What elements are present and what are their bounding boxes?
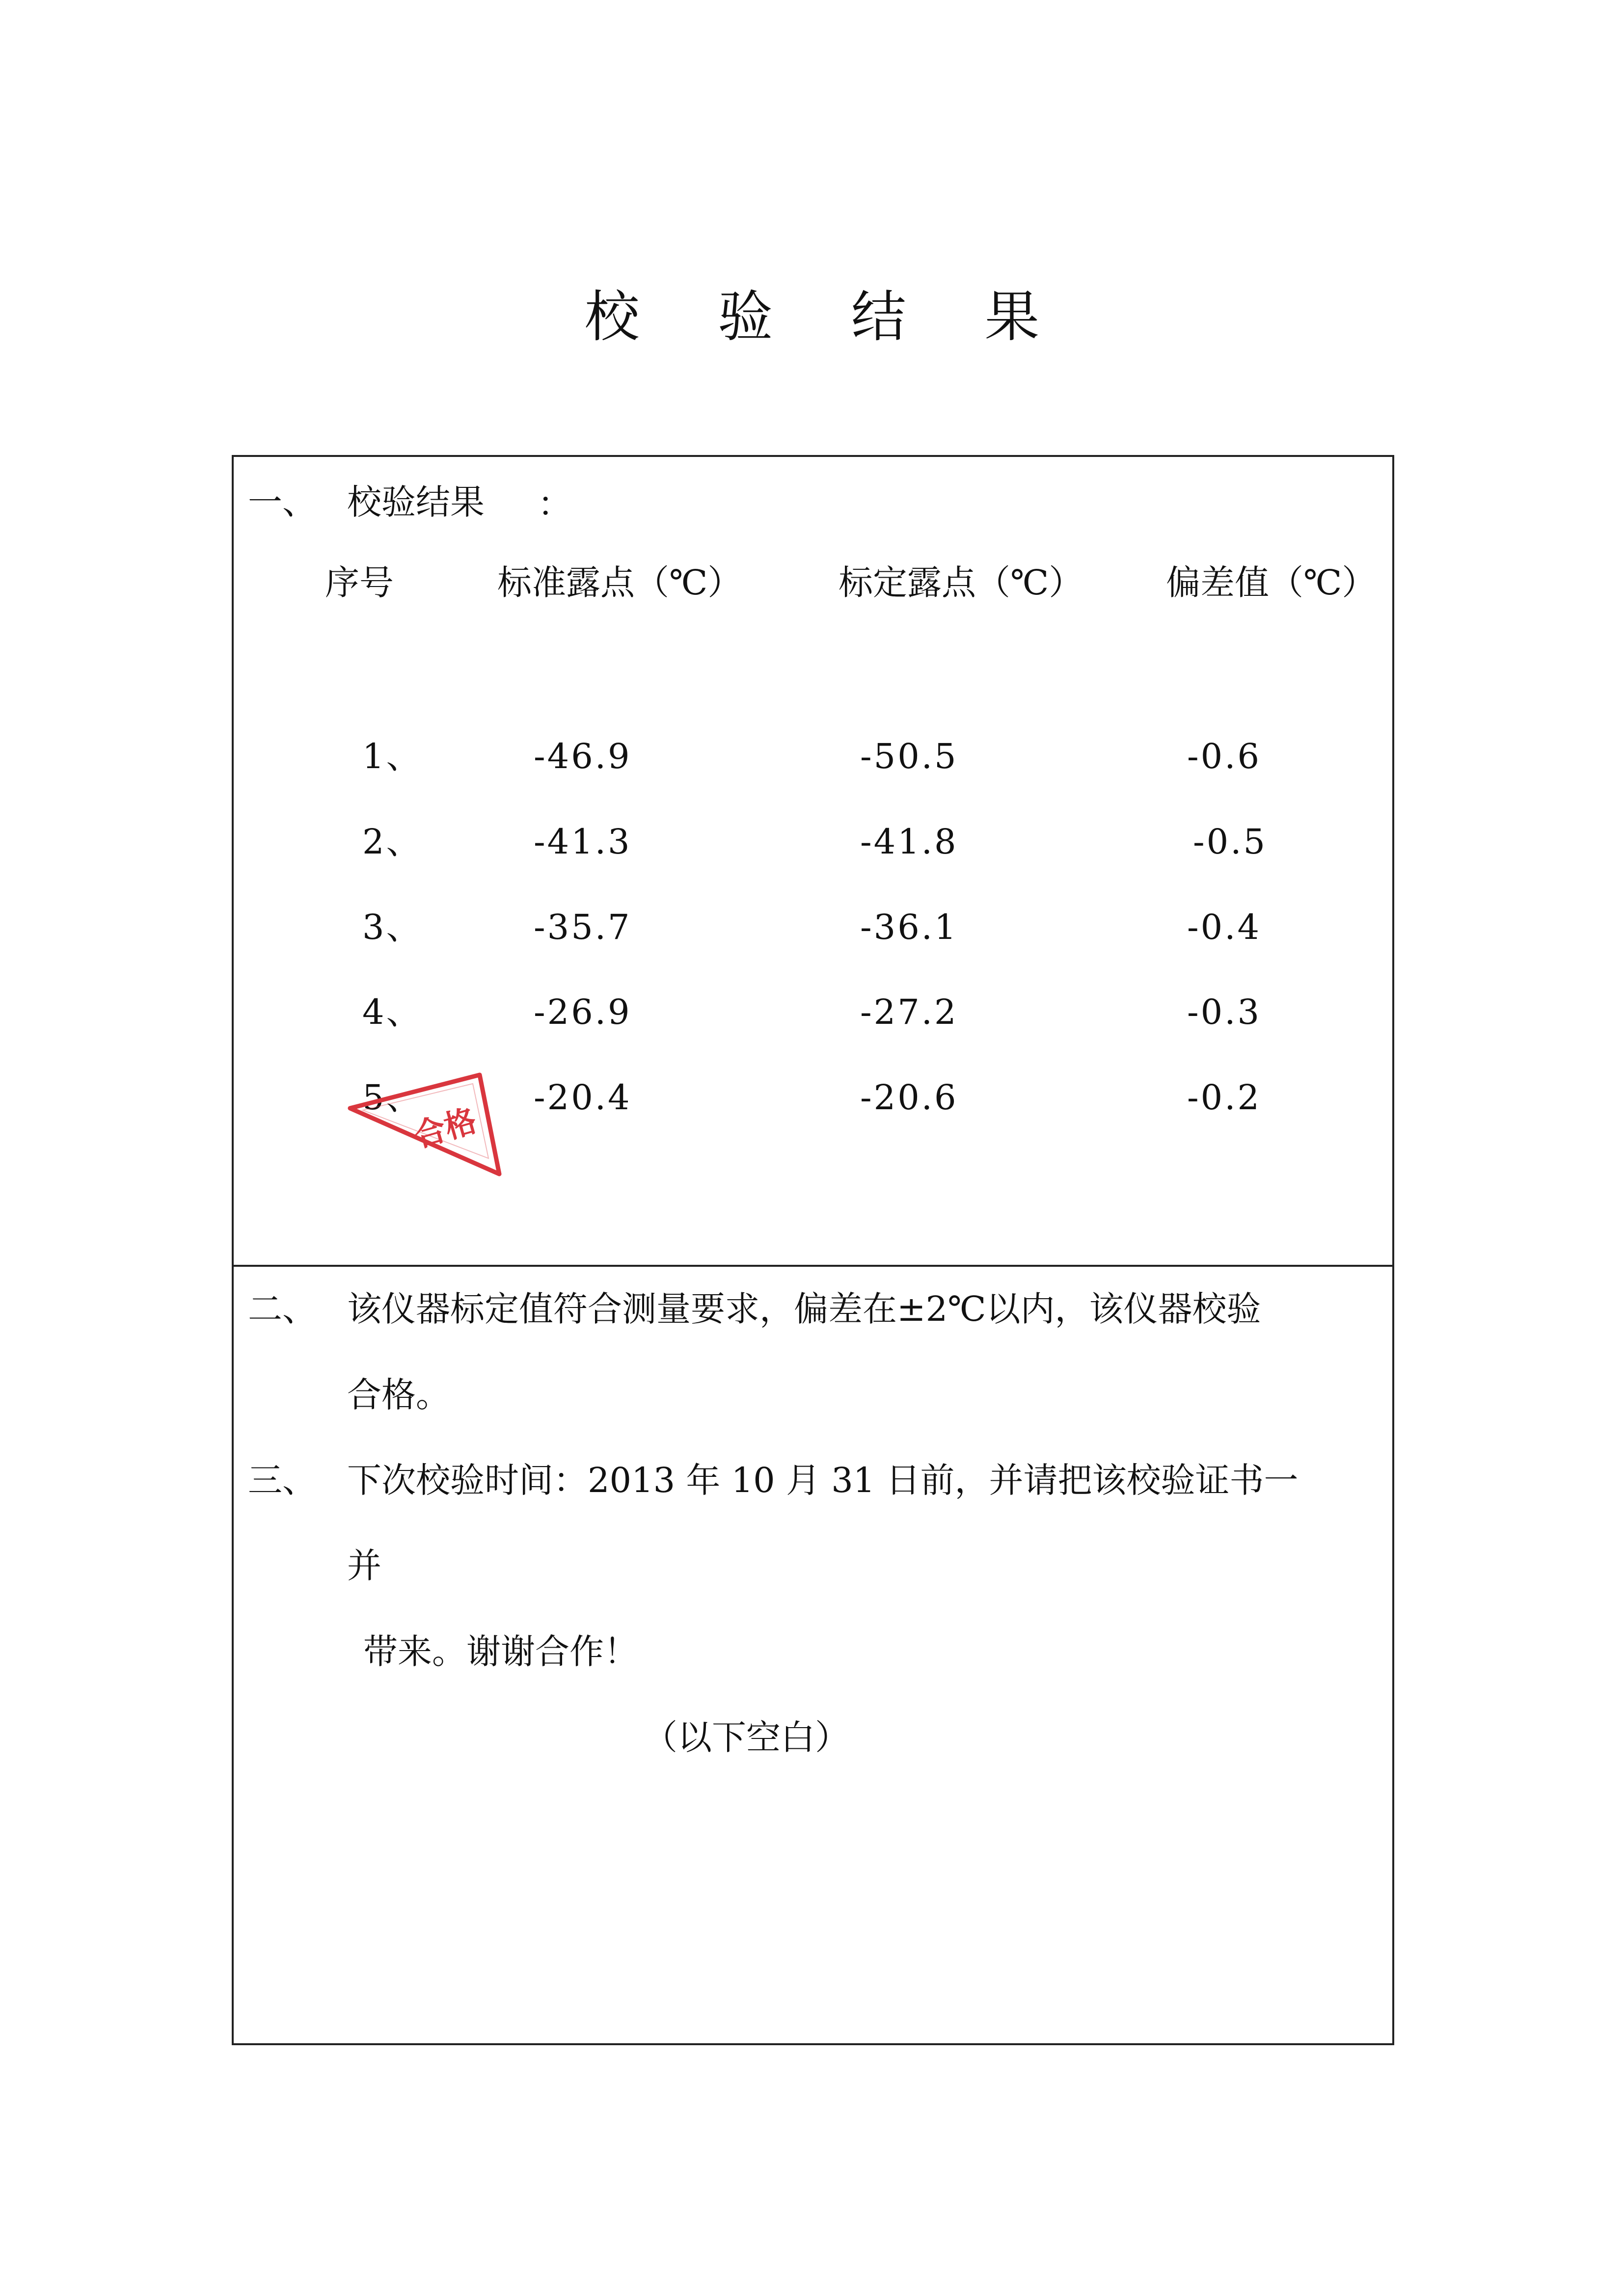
table-cell-index: 5、 (362, 1077, 423, 1118)
table-cell-index: 3、 (362, 907, 423, 947)
table-cell-calibrated: -36.1 (860, 907, 958, 947)
table-cell-deviation: -0.4 (1187, 907, 1261, 947)
column-header-calibrated: 标定露点（℃） (839, 562, 1083, 603)
blank-below-note: （以下空白） (643, 1717, 849, 1758)
column-header-standard: 标准露点（℃） (497, 562, 742, 603)
section2-marker: 二、 (248, 1289, 317, 1329)
section1-marker: 一、 (248, 482, 317, 522)
table-cell-calibrated: -27.2 (860, 992, 958, 1032)
table-cell-standard: -35.7 (534, 907, 632, 947)
table-cell-standard: -46.9 (534, 736, 632, 776)
section3-marker: 三、 (248, 1460, 317, 1500)
section2-text-line2: 合格。 (347, 1375, 450, 1415)
section2-text-line1: 该仪器标定值符合测量要求，偏差在±2℃以内，该仪器校验 (347, 1289, 1261, 1329)
table-cell-index: 4、 (362, 992, 423, 1032)
section1-colon: ： (538, 484, 572, 524)
table-cell-standard: -26.9 (534, 992, 632, 1032)
table-cell-calibrated: -20.6 (860, 1077, 958, 1118)
section1-heading: 校验结果 (347, 482, 485, 522)
section3-text-line1: 下次校验时间：2013 年 10 月 31 日前，并请把该校验证书一 (347, 1460, 1299, 1500)
table-cell-index: 2、 (362, 822, 423, 862)
table-cell-deviation: -0.5 (1193, 822, 1267, 862)
page-title: 校 验 结 果 (584, 285, 1070, 349)
table-cell-calibrated: -50.5 (860, 736, 958, 776)
stamp-text: 合格 (410, 1102, 481, 1155)
table-cell-deviation: -0.3 (1187, 992, 1261, 1032)
table-cell-standard: -41.3 (534, 822, 632, 862)
qualified-stamp (346, 1070, 503, 1178)
section-divider (234, 1265, 1392, 1267)
table-cell-deviation: -0.6 (1187, 736, 1261, 776)
column-header-index: 序号 (325, 562, 394, 603)
table-cell-calibrated: -41.8 (860, 822, 958, 862)
results-frame (232, 455, 1394, 2045)
section3-text-line2: 并 (347, 1546, 381, 1586)
table-cell-deviation: -0.2 (1187, 1077, 1261, 1118)
table-cell-index: 1、 (362, 736, 423, 776)
section3-text-line3: 带来。谢谢合作！ (363, 1631, 638, 1672)
column-header-deviation: 偏差值（℃） (1166, 562, 1377, 603)
table-cell-standard: -20.4 (534, 1077, 632, 1118)
